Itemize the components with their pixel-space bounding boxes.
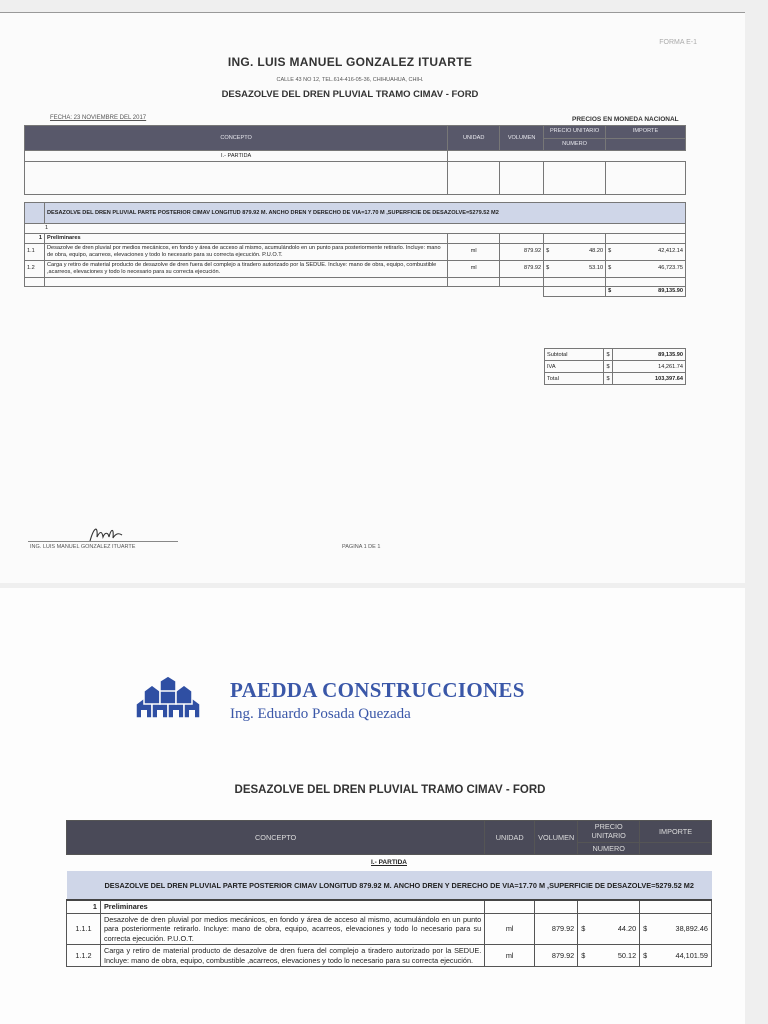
currency-symbol: $ xyxy=(581,951,586,961)
blank-cell xyxy=(448,162,500,195)
blank-cell xyxy=(535,900,578,913)
item-amount xyxy=(606,260,686,277)
form-tag: FORMA E-1 xyxy=(659,39,697,46)
item-amount xyxy=(606,243,686,260)
item-amount-value: 42,412.14 xyxy=(658,248,683,255)
item-code: 1.1.1 xyxy=(67,913,101,944)
partida-row xyxy=(25,151,686,162)
currency-symbol: $ xyxy=(608,265,612,272)
summary-table xyxy=(544,348,686,385)
header-volumen: VOLUMEN xyxy=(500,126,544,151)
blank-cell xyxy=(544,277,606,286)
blank-cell xyxy=(25,203,45,224)
currency-symbol: $ xyxy=(608,248,612,255)
item-volume: 879.92 xyxy=(500,260,544,277)
summary-currency: $ xyxy=(604,361,612,373)
blank-cell xyxy=(640,900,712,913)
item-unit: ml xyxy=(485,945,535,967)
summary-row xyxy=(545,373,686,385)
item-code: 1.1 xyxy=(25,243,45,260)
item-volume: 879.92 xyxy=(535,913,578,944)
header-concepto: CONCEPTO xyxy=(67,821,485,855)
blank-cell xyxy=(544,286,606,296)
currency-symbol: $ xyxy=(643,951,648,961)
group-index: 1 xyxy=(25,233,45,243)
blank-cell xyxy=(500,162,544,195)
section-title-row xyxy=(25,203,686,224)
section-title: DESAZOLVE DEL DREN PLUVIAL PARTE POSTERIOR CIMAV LONGITUD 879.92 M. ANCHO DREN Y DERECHO DE VIA=17.70 M ,SUPERFICIE DE DESAZOLVE=5279.52 M2 xyxy=(44,203,685,224)
date-line: FECHA: 23 NOVIEMBRE DEL 2017 xyxy=(50,115,147,121)
header-importe: IMPORTE xyxy=(640,821,712,843)
group-number-row xyxy=(25,224,686,234)
item-description: Desazolve de dren pluvial por medios mecánicos, en fondo y área de acceso al mismo, acumulándolo en un punto para posteriormente retirarlo. Incluye: mano de obra, equipo, acarreos, elevaciones y todo lo necesario para su correcta ejecución. P.U.O.T. xyxy=(100,913,484,944)
blank-cell xyxy=(606,277,686,286)
partida-label: I.- PARTIDA xyxy=(25,151,448,162)
company-name: PAEDDA CONSTRUCCIONES xyxy=(230,678,525,702)
summary-label: IVA xyxy=(545,361,604,373)
quote-page-2 xyxy=(0,588,745,1024)
quote-table-2 xyxy=(66,820,712,967)
item-row xyxy=(67,945,712,967)
item-description: Carga y retiro de material producto de desazolve de dren fuera del complejo a tiradero autorizado por la SEDUE. Incluye: mano de obra, equipo, combustible ,acarreos, elevaciones y todo lo necesario para su correcta ejecución. xyxy=(44,260,447,277)
summary-label: Subtotal xyxy=(545,349,604,361)
item-row xyxy=(25,243,686,260)
header-precio-unitario: PRECIO UNITARIO xyxy=(544,126,606,139)
blank-cell xyxy=(485,900,535,913)
summary-row xyxy=(545,361,686,373)
header-concepto: CONCEPTO xyxy=(25,126,448,151)
group-row xyxy=(67,900,712,913)
company-logo-icon xyxy=(134,674,212,720)
engineer-name: Ing. Eduardo Posada Quezada xyxy=(230,706,411,722)
summary-label: Total xyxy=(545,373,604,385)
blank-cell xyxy=(44,277,447,286)
blank-cell xyxy=(500,277,544,286)
blank-cell xyxy=(25,162,448,195)
summary-currency: $ xyxy=(604,373,612,385)
item-volume: 879.92 xyxy=(500,243,544,260)
currency-note: PRECIOS EN MONEDA NACIONAL xyxy=(572,116,679,123)
group-label: Preliminares xyxy=(44,233,447,243)
section-title-row xyxy=(67,871,712,900)
item-code: 1.1.2 xyxy=(67,945,101,967)
group-number: 1 xyxy=(25,224,686,234)
spacer-row xyxy=(25,195,686,203)
summary-value: 103,397.64 xyxy=(612,373,685,385)
item-volume: 879.92 xyxy=(535,945,578,967)
signature-line xyxy=(28,541,178,542)
partida-label: I.- PARTIDA xyxy=(371,859,407,867)
header-blank xyxy=(640,842,712,854)
partida-total-value: 89,135.90 xyxy=(658,287,683,294)
item-price-value: 53.10 xyxy=(589,265,604,272)
signature-name: ING. LUIS MANUEL GONZALEZ ITUARTE xyxy=(30,544,136,550)
section-title: DESAZOLVE DEL DREN PLUVIAL PARTE POSTERIOR CIMAV LONGITUD 879.92 M. ANCHO DREN Y DERECHO DE VIA=17.70 M ,SUPERFICIE DE DESAZOLVE=5279.52 M2 xyxy=(67,871,712,900)
table-header-row xyxy=(67,821,712,843)
blank-cell xyxy=(25,286,544,296)
item-unit: ml xyxy=(448,243,500,260)
item-unit: ml xyxy=(448,260,500,277)
blank-cell xyxy=(544,233,606,243)
blank-cell xyxy=(606,162,686,195)
blank-cell xyxy=(448,233,500,243)
item-row xyxy=(67,913,712,944)
group-row xyxy=(25,233,686,243)
summary-value: 14,261.74 xyxy=(612,361,685,373)
header-numero: NUMERO xyxy=(544,138,606,151)
header-blank xyxy=(606,138,686,151)
blank-cell xyxy=(500,233,544,243)
blank-cell xyxy=(448,277,500,286)
group-label: Preliminares xyxy=(100,900,484,913)
quote-table xyxy=(24,125,686,297)
blank-cell xyxy=(25,277,45,286)
header-unidad: UNIDAD xyxy=(448,126,500,151)
item-price-value: 48.20 xyxy=(589,248,604,255)
blank-cell xyxy=(578,900,640,913)
currency-symbol: $ xyxy=(608,287,612,294)
item-amount-value: 38,892.46 xyxy=(675,924,708,934)
page-number: PAGINA 1 DE 1 xyxy=(342,544,381,550)
header-unidad: UNIDAD xyxy=(485,821,535,855)
partida-total-row xyxy=(25,286,686,296)
item-price xyxy=(544,260,606,277)
header-volumen: VOLUMEN xyxy=(535,821,578,855)
quote-page-1 xyxy=(0,12,745,583)
item-amount xyxy=(640,913,712,944)
currency-symbol: $ xyxy=(643,924,648,934)
blank-cell xyxy=(25,195,686,203)
empty-box-row xyxy=(25,162,686,195)
blank-cell xyxy=(448,151,686,162)
group-index: 1 xyxy=(67,900,101,913)
item-description: Desazolve de dren pluvial por medios mecánicos, en fondo y área de acceso al mismo, acumulándolo en un punto para posteriormente retirarlo. Incluye: mano de obra, equipo, acarreos, elevaciones y todo lo necesario para su correcta ejecución. P.U.O.T. xyxy=(44,243,447,260)
partida-total xyxy=(606,286,686,296)
item-description: Carga y retiro de material producto de desazolve de dren fuera del complejo a tiradero autorizado por la SEDUE. Incluye: mano de obra, equipo, combustible ,acarreos, elevaciones y todo lo necesario para su correcta ejecución. xyxy=(100,945,484,967)
header-importe: IMPORTE xyxy=(606,126,686,139)
partida-row xyxy=(67,855,712,872)
summary-row xyxy=(545,349,686,361)
address-line: CALLE 43 NO 12, TEL.614-416-05-36, CHIHUAHUA, CHIH. xyxy=(276,77,424,83)
item-amount xyxy=(640,945,712,967)
blank-cell xyxy=(606,233,686,243)
header-precio-unitario: PRECIO UNITARIO xyxy=(578,821,640,843)
summary-value: 89,135.90 xyxy=(612,349,685,361)
item-price xyxy=(578,913,640,944)
document-title-2: DESAZOLVE DEL DREN PLUVIAL TRAMO CIMAV - FORD xyxy=(234,784,546,796)
header-numero: NUMERO xyxy=(578,842,640,854)
item-price-value: 44.20 xyxy=(617,924,637,934)
item-amount-value: 46,723.75 xyxy=(658,265,683,272)
currency-symbol: $ xyxy=(581,924,586,934)
blank-row xyxy=(25,277,686,286)
item-unit: ml xyxy=(485,913,535,944)
item-price xyxy=(578,945,640,967)
item-code: 1.2 xyxy=(25,260,45,277)
item-price xyxy=(544,243,606,260)
item-amount-value: 44,101.59 xyxy=(675,951,708,961)
item-row xyxy=(25,260,686,277)
document-title: DESAZOLVE DEL DREN PLUVIAL TRAMO CIMAV - FORD xyxy=(221,89,479,100)
currency-symbol: $ xyxy=(546,265,550,272)
currency-symbol: $ xyxy=(546,248,550,255)
summary-currency: $ xyxy=(604,349,612,361)
item-price-value: 50.12 xyxy=(617,951,637,961)
table-header-row xyxy=(25,126,686,139)
engineer-name-header: ING. LUIS MANUEL GONZALEZ ITUARTE xyxy=(227,55,473,69)
blank-cell xyxy=(544,162,606,195)
